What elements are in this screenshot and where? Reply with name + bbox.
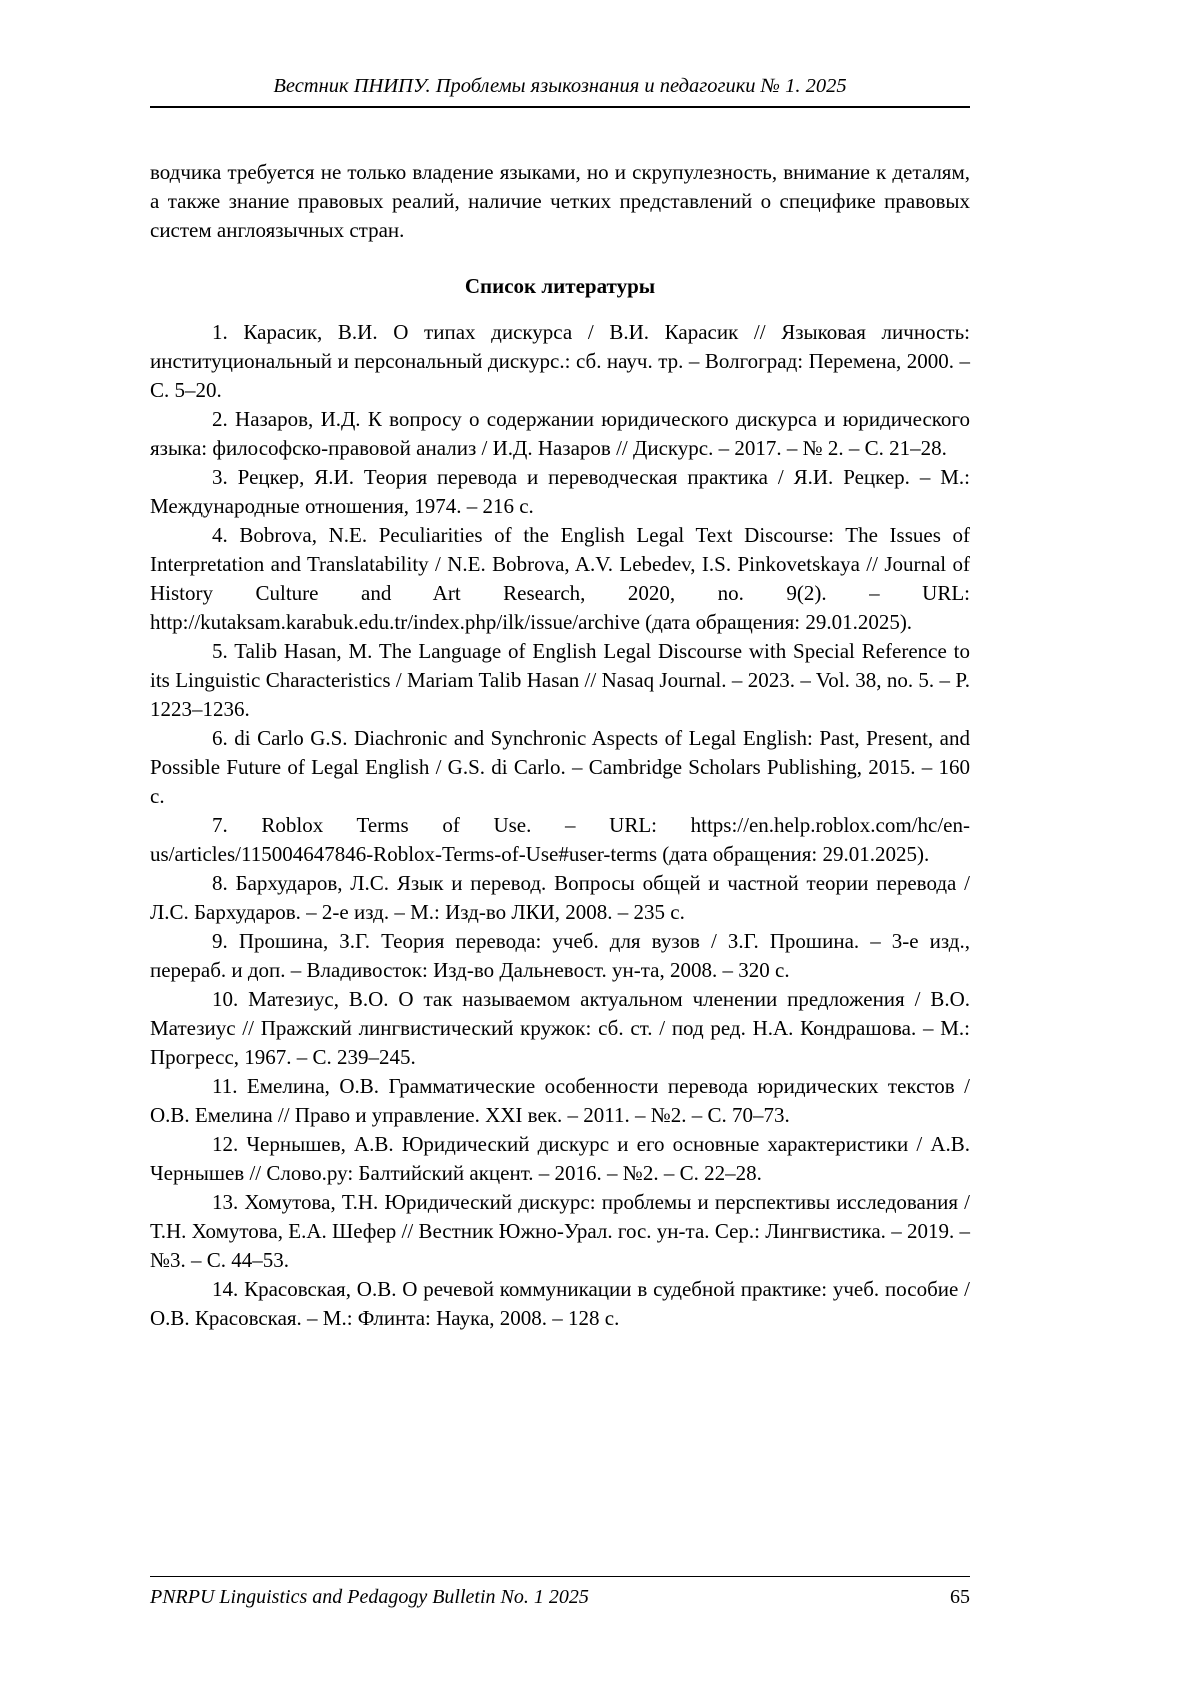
reference-item: 2. Назаров, И.Д. К вопросу о содержании юридического дискурса и юридического языка: философско-правовой анализ / И.Д. Назаров // Дискурс. – 2017. – № 2. – С. 21–28. [150, 407, 970, 460]
page-content [150, 158, 970, 1333]
intro-paragraph: водчика требуется не только владение языками, но и скрупулезность, внимание к деталям, а также знание правовых реалий, наличие четких представлений о специфике правовых систем англоязычных стран. [150, 160, 970, 242]
references-heading: Список литературы [464, 274, 656, 298]
header-rule [150, 106, 970, 108]
reference-item: 1. Карасик, В.И. О типах дискурса / В.И. Карасик // Языковая личность: институциональный и персональный дискурс.: сб. науч. тр. – Волгоград: Перемена, 2000. – С. 5–20. [150, 320, 970, 402]
reference-item: 9. Прошина, З.Г. Теория перевода: учеб. для вузов / З.Г. Прошина. – 3-е изд., перераб. и доп. – Владивосток: Изд-во Дальневост. ун-та, 2008. – 320 с. [150, 929, 970, 982]
footer-row [150, 1586, 970, 1609]
page-footer [150, 1576, 970, 1609]
footer-journal-title: PNRPU Linguistics and Pedagogy Bulletin No. 1 2025 [150, 1586, 589, 1608]
reference-item: 13. Хомутова, Т.Н. Юридический дискурс: проблемы и перспективы исследования / Т.Н. Хомутова, Е.А. Шефер // Вестник Южно-Урал. гос. ун-та. Сер.: Лингвистика. – 2019. – №3. – С. 44–53. [150, 1190, 970, 1272]
page-header [150, 74, 970, 108]
reference-item: 14. Красовская, О.В. О речевой коммуникации в судебной практике: учеб. пособие / О.В. Красовская. – М.: Флинта: Наука, 2008. – 128 с. [150, 1277, 970, 1330]
footer-rule [150, 1576, 970, 1577]
reference-item: 6. di Carlo G.S. Diachronic and Synchronic Aspects of Legal English: Past, Present, and Possible Future of Legal English / G.S. di Carlo. – Cambridge Scholars Publishing, 2015. – 160 с. [150, 726, 970, 808]
reference-item: 10. Матезиус, В.О. О так называемом актуальном членении предложения / В.О. Матезиус // Пражский лингвистический кружок: сб. ст. / под ред. Н.А. Кондрашова. – М.: Прогресс, 1967. – С. 239–245. [150, 987, 970, 1069]
journal-header-title: Вестник ПНИПУ. Проблемы языкознания и педагогики № 1. 2025 [273, 75, 847, 97]
reference-item: 7. Roblox Terms of Use. – URL: https://en.help.roblox.com/hc/en-us/articles/115004647846-Roblox-Terms-of-Use#user-terms (дата обращения: 29.01.2025). [150, 813, 970, 866]
reference-item: 4. Bobrova, N.E. Peculiarities of the English Legal Text Discourse: The Issues of Interpretation and Translatability / N.E. Bobrova, A.V. Lebedev, I.S. Pinkovetskaya // Journal of History Culture and Art Research, 2020, no. 9(2). – URL: http://kutaksam.karabuk.edu.tr/index.php/ilk/issue/archive (дата обращения: 29.01.2025). [150, 523, 970, 634]
reference-item: 3. Рецкер, Я.И. Теория перевода и переводческая практика / Я.И. Рецкер. – М.: Международные отношения, 1974. – 216 с. [150, 465, 970, 518]
reference-item: 12. Чернышев, А.В. Юридический дискурс и его основные характеристики / А.В. Чернышев // Слово.ру: Балтийский акцент. – 2016. – №2. – С. 22–28. [150, 1132, 970, 1185]
reference-item: 5. Talib Hasan, M. The Language of English Legal Discourse with Special Reference to its Linguistic Characteristics / Mariam Talib Hasan // Nasaq Journal. – 2023. – Vol. 38, no. 5. – P. 1223–1236. [150, 639, 970, 721]
reference-item: 11. Емелина, О.В. Грамматические особенности перевода юридических текстов / О.В. Емелина // Право и управление. XXI век. – 2011. – №2. – С. 70–73. [150, 1074, 970, 1127]
reference-item: 8. Бархударов, Л.С. Язык и перевод. Вопросы общей и частной теории перевода / Л.С. Бархударов. – 2-е изд. – М.: Изд-во ЛКИ, 2008. – 235 с. [150, 871, 970, 924]
page-number: 65 [950, 1586, 970, 1608]
